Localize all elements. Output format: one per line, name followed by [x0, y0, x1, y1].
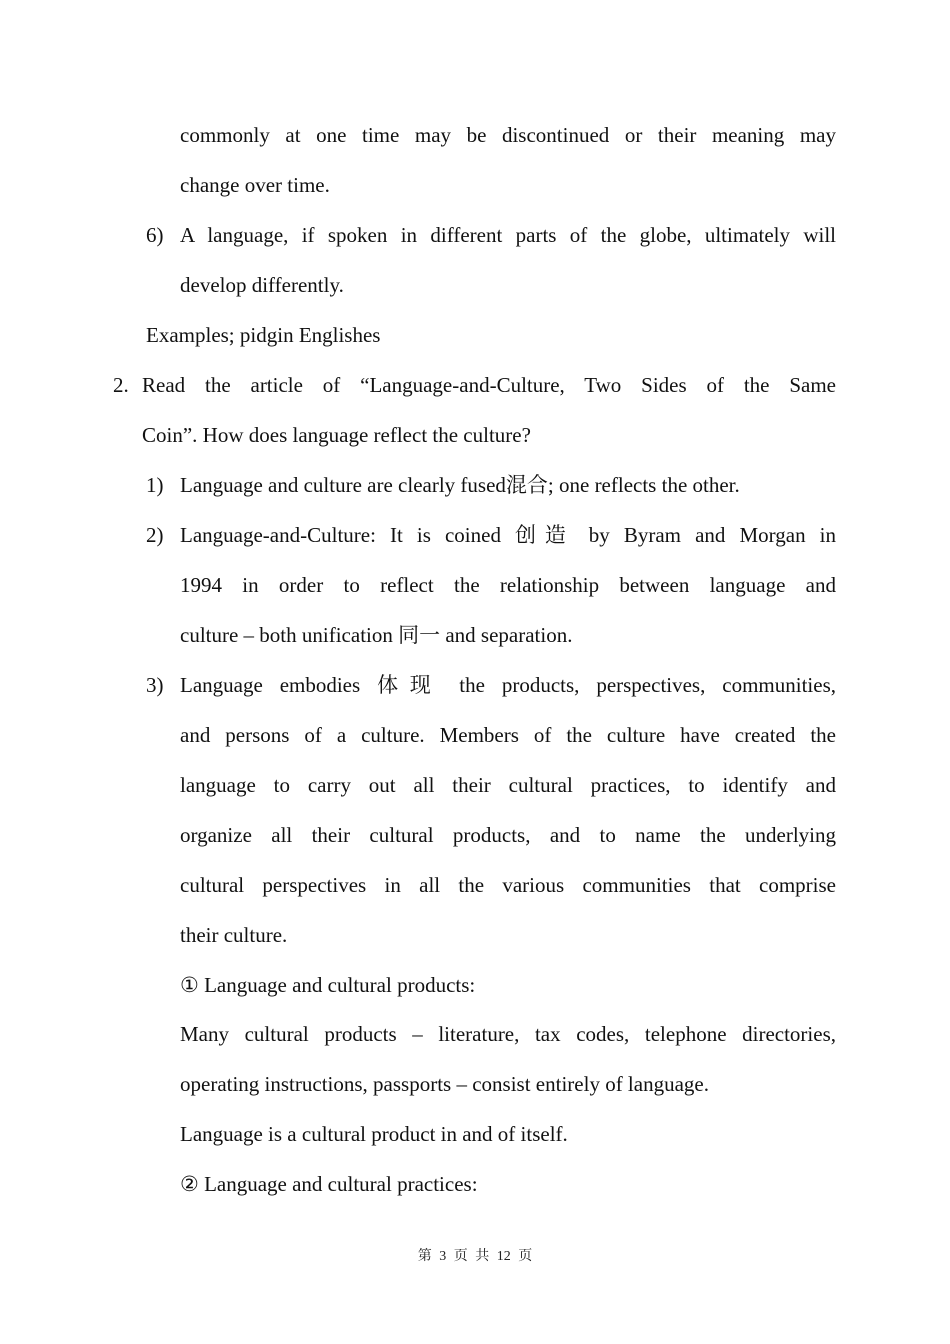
list-item-text: their culture. [180, 923, 288, 947]
list-item-text: language to carry out all their cultural practices, to identify and [180, 773, 836, 797]
list-number: 1) [146, 473, 164, 497]
examples-line: Examples; pidgin Englishes [146, 323, 381, 347]
list-item-text: Language embodies 体现 the products, perspectives, communities, [180, 673, 836, 697]
list-item-text: and persons of a culture. Members of the culture have created the [180, 723, 836, 747]
question-text: Read the article of “Language-and-Culture, Two Sides of the Same [142, 373, 836, 397]
list-item-text: A language, if spoken in different parts of the globe, ultimately will [180, 223, 836, 247]
paragraph-line: Many cultural products – literature, tax codes, telephone directories, [180, 1022, 836, 1046]
paragraph-line: change over time. [180, 173, 330, 197]
subheading-cultural-practices: ② Language and cultural practices: [180, 1172, 478, 1196]
list-number: 6) [146, 223, 164, 247]
list-number: 3) [146, 673, 164, 697]
subheading-cultural-products: ① Language and cultural products: [180, 973, 476, 997]
paragraph-line: operating instructions, passports – consist entirely of language. [180, 1072, 709, 1096]
paragraph-line: Language is a cultural product in and of itself. [180, 1122, 568, 1146]
paragraph-line: commonly at one time may be discontinued or their meaning may [180, 123, 836, 147]
list-item-text: 1994 in order to reflect the relationship between language and [180, 573, 836, 597]
list-item-text: Language and culture are clearly fused混合; one reflects the other. [180, 473, 740, 497]
list-item-text: culture – both unification 同一 and separation. [180, 623, 573, 647]
list-item-text: develop differently. [180, 273, 344, 297]
question-text: Coin”. How does language reflect the culture? [142, 423, 531, 447]
list-item-text: cultural perspectives in all the various communities that comprise [180, 873, 836, 897]
page-footer: 第 3 页 共 12 页 [417, 1249, 533, 1264]
list-item-text: organize all their cultural products, and to name the underlying [180, 823, 836, 847]
question-number: 2. [113, 373, 129, 397]
list-item-text: Language-and-Culture: It is coined 创造 by Byram and Morgan in [180, 523, 836, 547]
list-number: 2) [146, 523, 164, 547]
